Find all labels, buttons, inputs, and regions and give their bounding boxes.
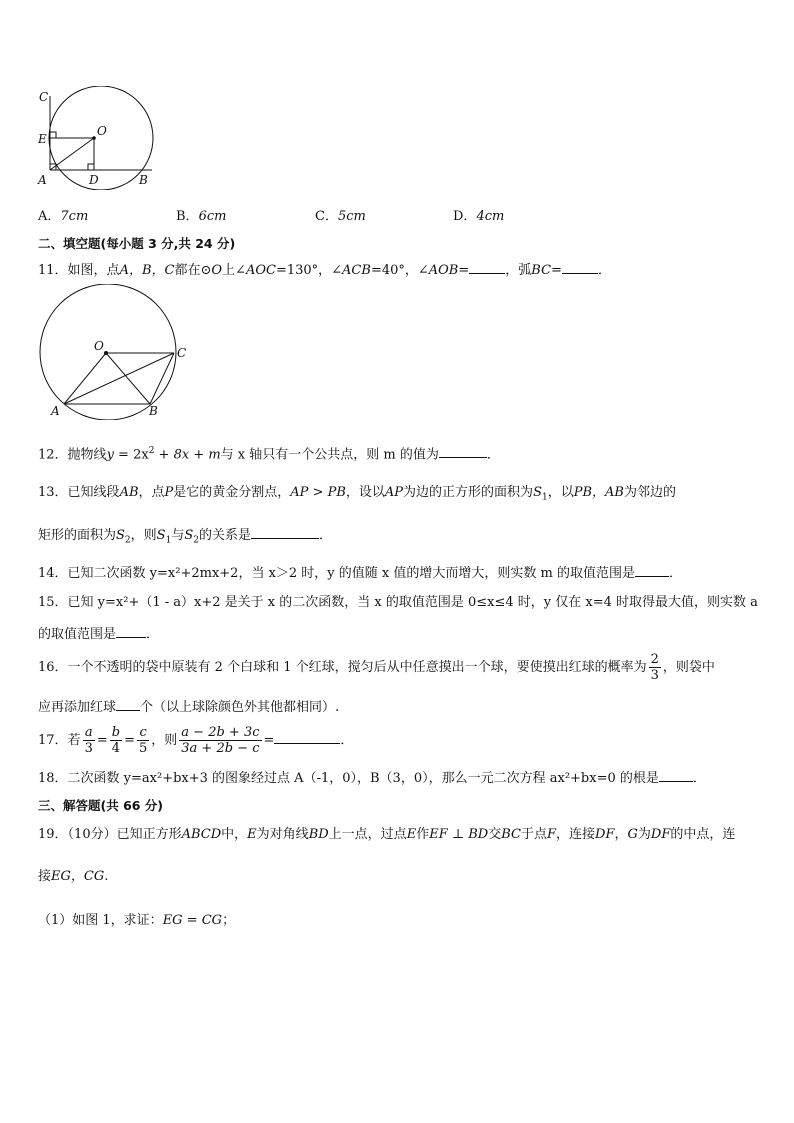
answer-blank-16[interactable] — [116, 697, 140, 711]
label-d: D — [89, 173, 99, 187]
segment-ao — [50, 138, 94, 170]
question-14: 14．已知二次函数 y=x²+2mx+2，当 x＞2 时，y 的值随 x 值的增大而增大，则实数 m 的取值范围是 ． — [38, 563, 682, 583]
question-16-line1: 16．一个不透明的袋中原装有 2 个白球和 1 个红球，搅匀后从中任意摸出一个球，要使摸出红球的概率为 $\frac{2}{3}$ ，则袋中 — [38, 652, 715, 683]
answer-blank-15[interactable] — [116, 624, 146, 638]
question-15-line2: 的取值范围是 ． — [38, 624, 159, 644]
question-16-line2: 应再添加红球 个（以上球除颜色外其他都相同）. — [38, 697, 339, 717]
fraction-c-5: $\frac{c}{5}$ — [138, 725, 148, 756]
fraction-b-4: $\frac{b}{4}$ — [111, 725, 121, 756]
question-12: 12．抛物线$y = 2x^2 + 8x + m$与 x 轴只有一个公共点，则 m 的值为 ． — [38, 446, 500, 463]
question-13-line2: 矩形的面积为$S_2$，则$S_1$与$S_2$的关系是 ． — [38, 525, 332, 550]
question-11: 11．如图，点A，B，C都在⊙O上∠AOC=130°，∠ACB=40°，∠AOB= ，弧BC= ． — [38, 260, 611, 280]
label-a: A — [38, 173, 47, 187]
option-d: D．4cm — [453, 209, 505, 224]
segment-ob — [106, 353, 150, 404]
answer-blank-17[interactable] — [274, 730, 340, 744]
segment-ac-q11 — [64, 353, 174, 404]
question-19-part1: （1）如图 1，求证：EG = CG； — [38, 913, 236, 928]
option-c: C．5cm — [315, 209, 366, 224]
answer-blank-18[interactable] — [659, 768, 693, 782]
fraction-a-3: $\frac{a}{3}$ — [84, 725, 93, 756]
answer-blank-14[interactable] — [635, 563, 669, 577]
label-b-q11: B — [149, 404, 158, 418]
label-c: C — [39, 90, 49, 104]
label-e: E — [38, 132, 47, 146]
circle-outline-q11 — [40, 284, 176, 420]
figure-q11-circle — [36, 284, 196, 420]
fraction-two-thirds: $\frac{2}{3}$ — [650, 652, 659, 683]
section3-title: 三、解答题(共 66 分) — [38, 798, 164, 813]
answer-blank-13[interactable] — [251, 525, 319, 539]
section2-title: 二、填空题(每小题 3 分,共 24 分) — [38, 236, 236, 251]
question-17: 17．若 $\frac{a}{3}$ = $\frac{b}{4}$ = $\frac{c}{5}$ ，则 $\frac{a - 2b + 3c}{3a + 2b - c}$ = ． — [38, 725, 354, 756]
option-b: B．6cm — [176, 209, 227, 224]
fraction-expression: $\frac{a - 2b + 3c}{3a + 2b - c}$ — [181, 725, 260, 756]
answer-blank-12[interactable] — [439, 444, 487, 458]
figure-top-circle — [30, 86, 160, 190]
option-a: A．7cm — [38, 209, 89, 224]
question-15-line1: 15．已知 y=x²+（1 - a）x+2 是关于 x 的二次函数，当 x 的取值范围是 0≤x≤4 时，y 仅在 x=4 时取得最大值，则实数 a — [38, 595, 758, 610]
question-18: 18．二次函数 y=ax²+bx+3 的图象经过点 A（-1，0），B（3，0），那么一元二次方程 ax²+bx=0 的根是 ． — [38, 768, 706, 788]
label-c-q11: C — [177, 346, 187, 360]
label-a-q11: A — [51, 404, 60, 418]
question-19-line2: 接EG，CG. — [38, 869, 109, 884]
label-b: B — [139, 173, 148, 187]
answer-blank-11b[interactable] — [562, 260, 598, 274]
question-13-line1: 13．已知线段AB，点P是它的黄金分割点，AP > PB，设以AP为边的正方形的面积为$S_1$，以PB，AB为邻边的 — [38, 485, 676, 503]
segment-oa — [64, 353, 106, 404]
question-19-line1: 19．（10分）已知正方形ABCD中，E为对角线BD上一点，过点E作EF ⊥ BD交BC于点F，连接DF，G为DF的中点，连 — [38, 827, 736, 842]
right-angle-d — [88, 164, 94, 170]
label-o: O — [97, 124, 107, 138]
center-point-o — [92, 136, 96, 140]
answer-blank-11a[interactable] — [469, 260, 505, 274]
right-angle-e — [50, 132, 56, 138]
label-o-q11: O — [94, 339, 104, 353]
center-point-o-q11 — [104, 351, 108, 355]
